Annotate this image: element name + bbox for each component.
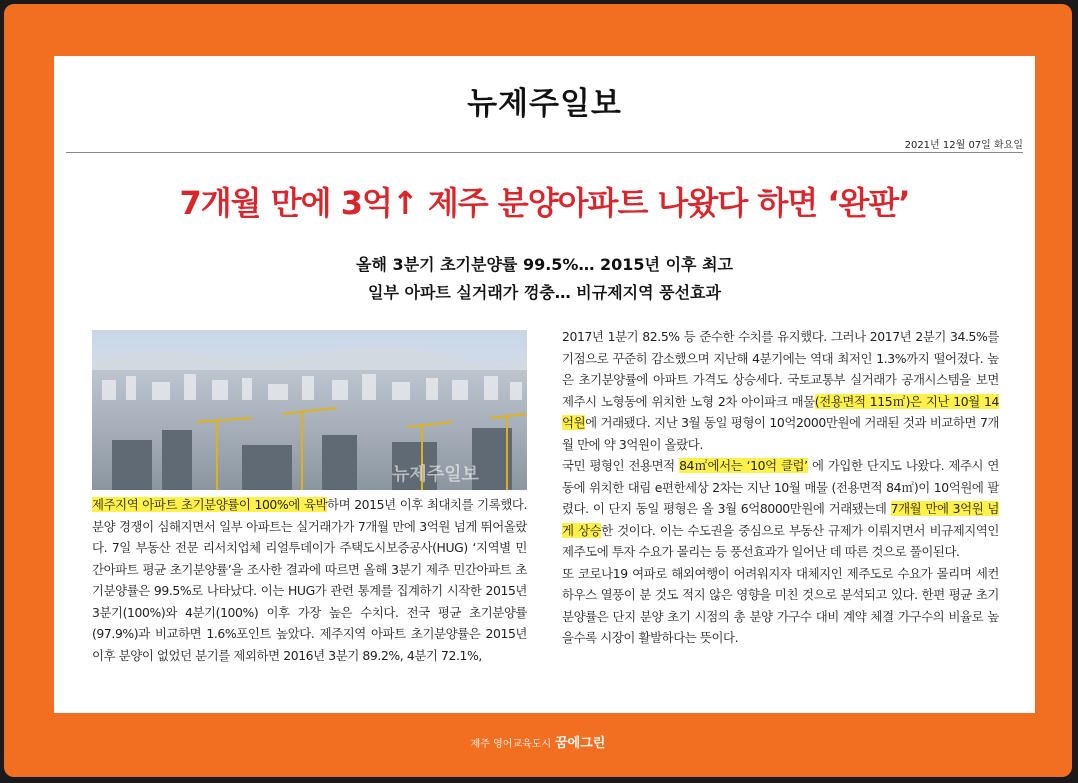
highlighted-text: 84㎡에서는 ‘10억 클럽’ <box>679 458 808 473</box>
article-paragraph <box>92 494 527 666</box>
masthead: 뉴제주일보 <box>467 86 622 122</box>
body-text: 한 것이다. 이는 수도권을 중심으로 부동산 규제가 이뤄지면서 비규제지역인 제주도에 투자 수요가 몰리는 등 풍선효과가 일어난 데 따른 것으로 풀이된다. <box>562 522 1000 559</box>
headline: 7개월 만에 3억↑ 제주 분양아파트 나왔다 하면 ‘완판’ <box>179 184 910 222</box>
sponsor-footer <box>4 732 1072 751</box>
highlighted-text: 7개월 만에 3억원 넘게 상승 <box>562 501 999 538</box>
masthead-divider <box>66 152 1023 153</box>
photo-watermark: 뉴제주일보 <box>392 464 479 485</box>
highlighted-text: 제주지역 아파트 초기분양률이 100%에 육박 <box>92 497 328 512</box>
subheadline-2: 일부 아파트 실거래가 껑충… 비규제지역 풍선효과 <box>368 283 721 302</box>
article-column-right <box>562 326 999 649</box>
sponsor-caption: 제주 영어교육도시 <box>470 739 552 750</box>
body-text: 에 거래됐다. 지난 3월 동일 평형이 10억2000만원에 거래된 것과 비교하면 7개월 만에 약 3억원이 올랐다. <box>562 415 999 452</box>
city-apartment-photo <box>92 330 527 490</box>
body-text: 국민 평형인 전용면적 <box>562 458 680 473</box>
article-paragraph <box>562 326 999 455</box>
article-column-left <box>92 494 527 666</box>
body-text: 하며 2015년 이후 최대치를 기록했다. 분양 경쟁이 심해지면서 일부 아파트는 실거래가가 7개월 만에 3억원 넘게 뛰어올랐다. 7일 부동산 전문 리서치업체 리얼투데이가 주택도시보증공사(HUG) ‘지역별 민간아파트 평균 초기분양률’을 조사한 결과에 따르면 올해 3분기 제주 민간아파트 초기분양률은 99.5%로 나타났다. 이는 HUG가 관련 통계를 집계하기 시작한 2015년 3분기(100%)와 4분기(100%) 이후 가장 높은 수치다. 전국 평균 초기분양률(97.9%)과 비교하면 1.6%포인트 높았다. 제주지역 아파트 초기분양률은 2015년 이후 분양이 없었던 분기를 제외하면 2016년 3분기 89.2%, 4분기 72.1%, <box>92 497 527 663</box>
sponsor-brand: 꿈에그린 <box>555 736 606 751</box>
newspaper-page <box>54 56 1035 713</box>
body-text: 2017년 1분기 82.5% 등 준수한 수치를 유지했다. 그러나 2017년 2분기 34.5%를 기점으로 꾸준히 감소했으며 지난해 4분기에는 역대 최저인 1.3%까지 떨어졌다. 높은 초기분양률에 아파트 가격도 상승세다. 국토교통부 실거래가 공개시스템을 보면 제주시 노형동에 위치한 노형 2차 아이파크 매물 <box>562 329 999 409</box>
orange-frame <box>4 4 1072 777</box>
subheadline-1: 올해 3분기 초기분양률 99.5%… 2015년 이후 최고 <box>356 255 733 274</box>
cityscape-illustration <box>92 330 527 490</box>
article-paragraph: 또 코로나19 여파로 해외여행이 어려워지자 대체지인 제주도로 수요가 몰리며 세컨하우스 열풍이 분 것도 적지 않은 영향을 미친 것으로 분석되고 있다. 한편 평균 초기분양률은 단지 분양 초기 시점의 총 분양 가구수 대비 계약 체결 가구수의 비율로 높을수록 시장이 활발하다는 뜻이다. <box>562 565 999 645</box>
highlighted-text: (전용면적 115㎡)은 지난 10월 14억원 <box>562 393 999 430</box>
issue-date: 2021년 12월 07일 화요일 <box>904 140 1023 151</box>
body-text: 에 가입한 단지도 나왔다. 제주시 연동에 위치한 대림 e편한세상 2차는 지난 10월 매물 (전용면적 84㎡)이 10억원에 팔렸다. 이 단지 동일 평형은 올 3월 6억8000만원에 거래됐는데 <box>562 458 999 516</box>
article-paragraph <box>562 455 999 563</box>
